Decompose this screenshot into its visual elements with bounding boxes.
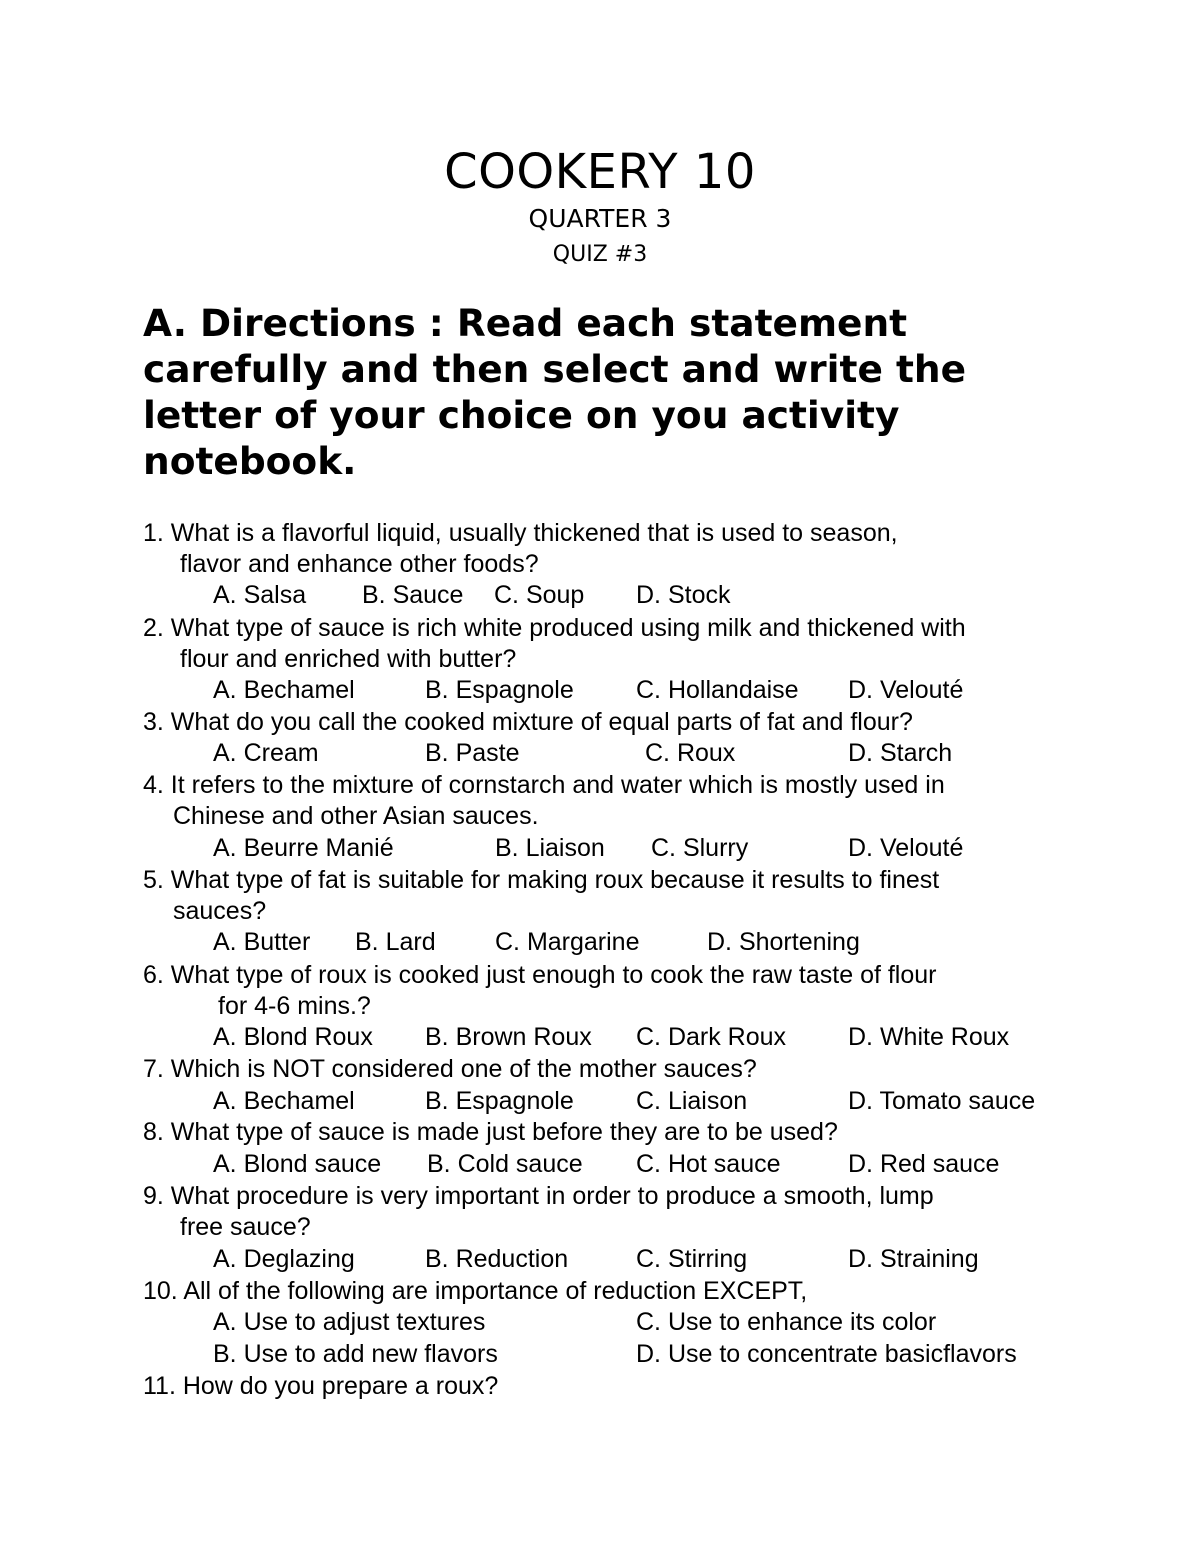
question-stem: Chinese and other Asian sauces. [173,802,539,830]
question-8 [0,1116,1200,1148]
question-9-options [0,1243,1200,1275]
page-title: COOKERY 10 [444,144,756,200]
question-stem: 6. What type of roux is cooked just enough to cook the raw taste of flour [143,961,937,989]
question-stem: flour and enriched with butter? [180,645,517,673]
question-6-options [0,1021,1200,1053]
option-c: C. Margarine [495,928,640,956]
option-a: A. Salsa [213,581,307,609]
option-c: C. Slurry [651,834,749,862]
question-stem: 7. Which is NOT considered one of the mother sauces? [143,1055,757,1083]
question-7 [0,1053,1200,1085]
question-stem: free sauce? [180,1213,311,1241]
option-b: B. Use to add new flavors [213,1340,498,1368]
option-a: A. Bechamel [213,676,355,704]
option-a: A. Beurre Manié [213,834,394,862]
question-stem: 3. What do you call the cooked mixture of equal parts of fat and flour? [143,708,913,736]
option-c: C. Dark Roux [636,1023,787,1051]
question-4-options [0,832,1200,864]
option-d: D. Tomato sauce [848,1087,1036,1115]
option-a: A. Blond sauce [213,1150,382,1178]
question-stem: 11. How do you prepare a roux? [143,1372,499,1400]
question-9 [0,1180,1200,1212]
question-stem: flavor and enhance other foods? [180,550,539,578]
question-stem: 8. What type of sauce is made just before they are to be used? [143,1118,838,1146]
question-5-options [0,926,1200,958]
directions-text: A. Directions : Read each statement carefully and then select and write the letter of your choice on you activity notebook. [143,301,967,483]
question-10-options-row-2 [0,1338,1200,1370]
option-b: B. Brown Roux [425,1023,592,1051]
option-b: B. Espagnole [425,1087,574,1115]
question-stem: 5. What type of fat is suitable for making roux because it results to finest [143,866,940,894]
question-6 [0,959,1200,991]
option-b: B. Paste [425,739,520,767]
question-stem: 1. What is a flavorful liquid, usually thickened that is used to season, [143,519,898,547]
option-c: C. Hollandaise [636,676,799,704]
option-c: C. Soup [494,581,585,609]
option-d: D. Use to concentrate basicflavors [636,1340,1017,1368]
question-2-cont [0,643,1200,675]
option-a: A. Bechamel [213,1087,355,1115]
option-d: D. Starch [848,739,953,767]
option-b: B. Sauce [362,581,464,609]
option-c: C. Use to enhance its color [636,1308,937,1336]
question-10-options-row-1 [0,1306,1200,1338]
question-11 [0,1370,1200,1402]
option-d: D. Straining [848,1245,979,1273]
option-a: A. Deglazing [213,1245,355,1273]
option-b: B. Reduction [425,1245,569,1273]
option-c: C. Hot sauce [636,1150,781,1178]
option-c: C. Liaison [636,1087,748,1115]
option-a: A. Use to adjust textures [213,1308,486,1336]
question-10 [0,1275,1200,1307]
option-a: A. Cream [213,739,319,767]
option-d: D. Stock [636,581,731,609]
question-7-options [0,1085,1200,1117]
option-d: D. Velouté [848,676,964,704]
question-4-cont [0,800,1200,832]
question-5 [0,864,1200,896]
question-3-options [0,737,1200,769]
option-c: C. Stirring [636,1245,748,1273]
question-2 [0,612,1200,644]
option-d: D. Shortening [707,928,860,956]
question-stem: 10. All of the following are importance of reduction EXCEPT, [143,1277,808,1305]
option-c: C. Roux [645,739,736,767]
question-stem: sauces? [173,897,267,925]
option-d: D. Velouté [848,834,964,862]
question-4 [0,769,1200,801]
question-8-options [0,1148,1200,1180]
quarter-label: QUARTER 3 [528,204,672,233]
question-1-options [0,579,1200,611]
question-6-cont [0,990,1200,1022]
question-2-options [0,674,1200,706]
question-9-cont [0,1211,1200,1243]
option-d: D. Red sauce [848,1150,1000,1178]
question-3 [0,706,1200,738]
question-5-cont [0,895,1200,927]
question-stem: 9. What procedure is very important in order to produce a smooth, lump [143,1182,934,1210]
question-1-cont [0,548,1200,580]
quiz-label: QUIZ #3 [552,242,648,267]
option-d: D. White Roux [848,1023,1010,1051]
question-stem: 2. What type of sauce is rich white produced using milk and thickened with [143,614,966,642]
question-1 [0,517,1200,549]
question-stem: 4. It refers to the mixture of cornstarch and water which is mostly used in [143,771,945,799]
option-b: B. Lard [355,928,436,956]
option-b: B. Espagnole [425,676,574,704]
option-a: A. Butter [213,928,311,956]
option-b: B. Liaison [495,834,605,862]
option-a: A. Blond Roux [213,1023,373,1051]
option-b: B. Cold sauce [427,1150,583,1178]
question-stem: for 4-6 mins.? [218,992,371,1020]
